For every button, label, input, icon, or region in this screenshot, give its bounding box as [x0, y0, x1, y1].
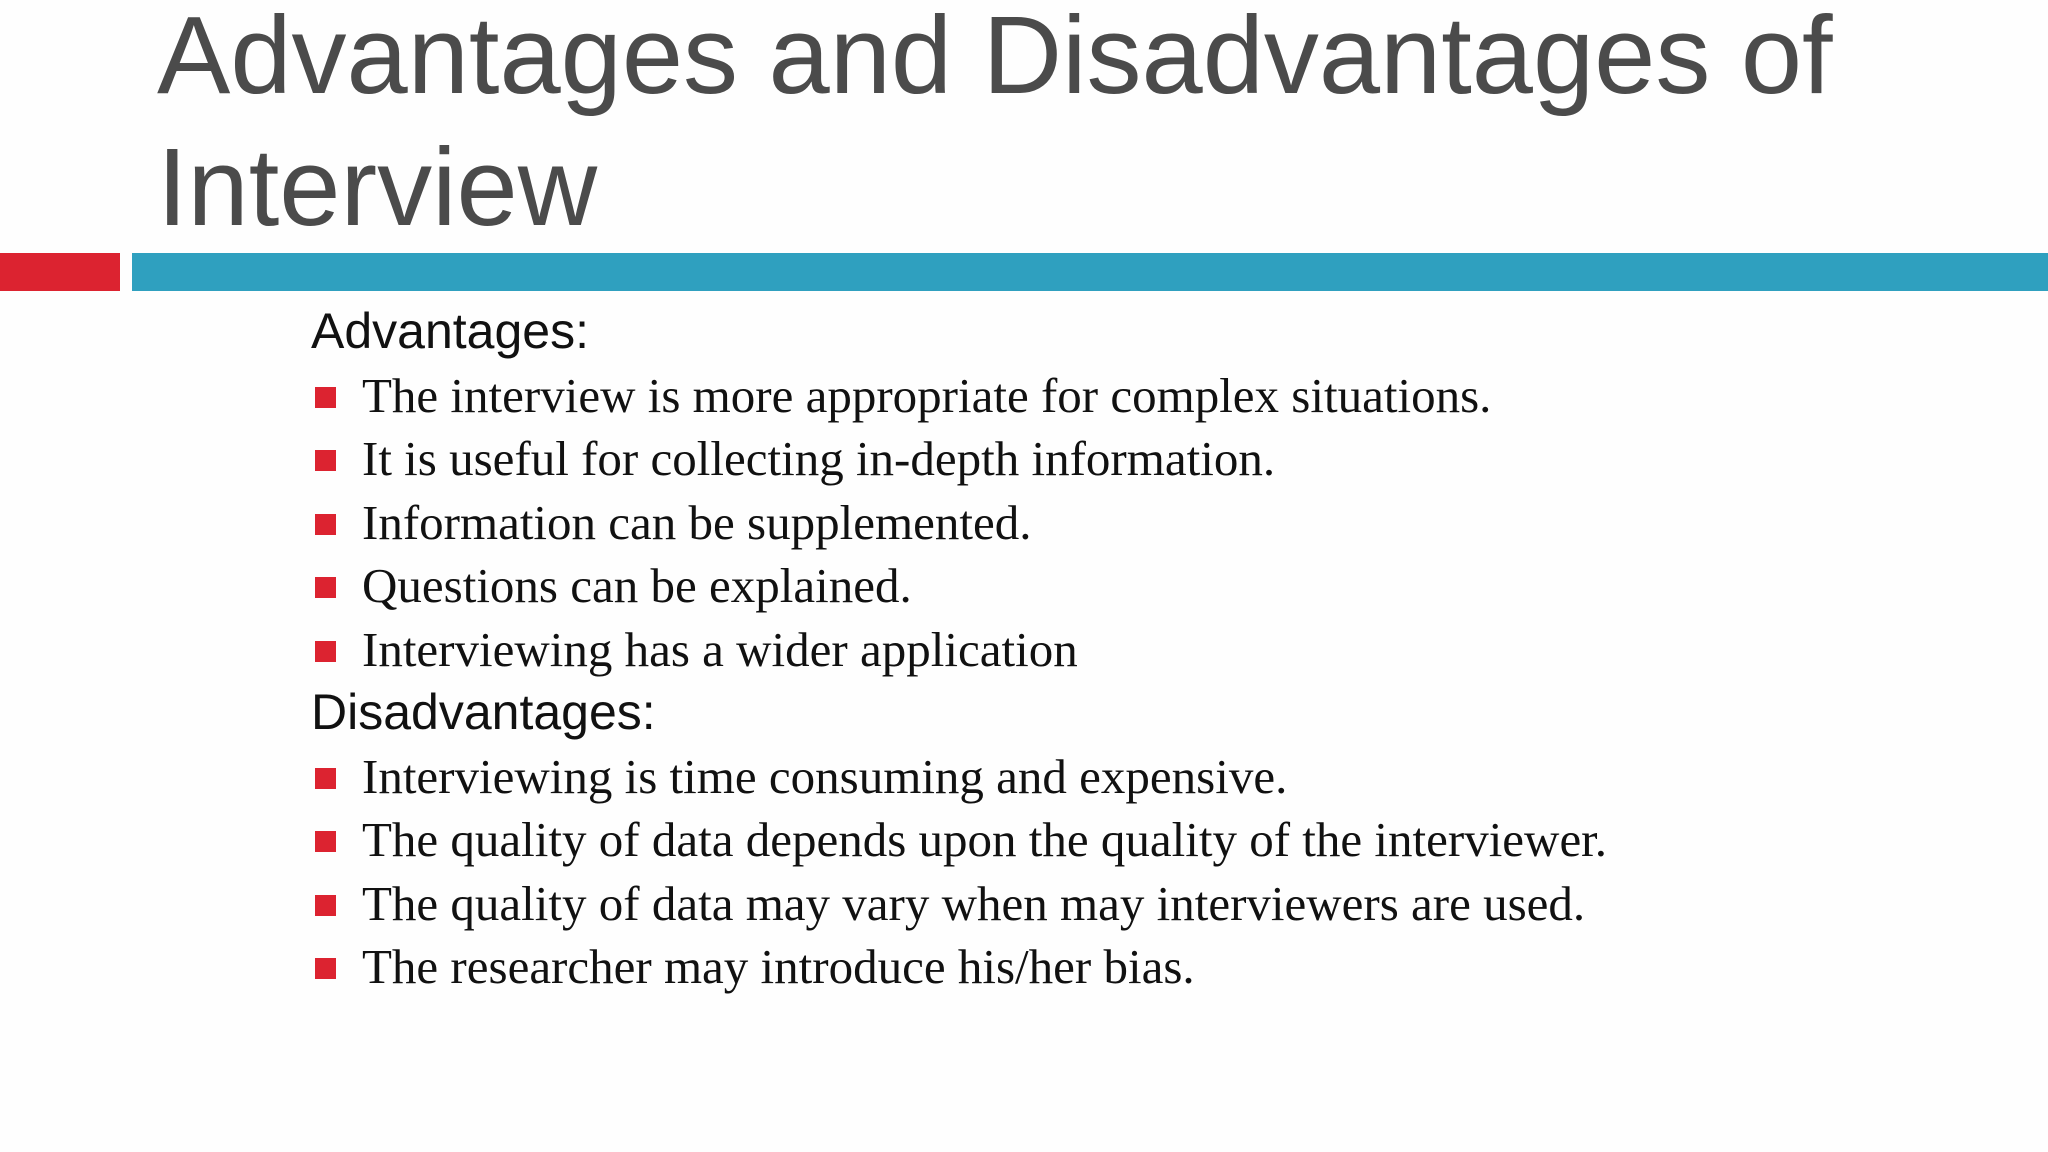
list-item-text: The quality of data may vary when may interviewers are used. — [362, 875, 1586, 931]
list-item — [311, 364, 2011, 428]
list-item-text: The quality of data depends upon the quality of the interviewer. — [362, 812, 1608, 867]
list-item-text: Questions can be explained. — [362, 558, 912, 613]
list-item-text: The researcher may introduce his/her bias. — [362, 939, 1195, 994]
advantages-list — [311, 364, 2011, 682]
disadvantages-list — [311, 745, 2011, 999]
square-bullet-icon — [315, 577, 336, 598]
square-bullet-icon — [315, 895, 336, 916]
advantages-section — [311, 300, 2011, 681]
square-bullet-icon — [315, 387, 336, 408]
list-item-text: Interviewing is time consuming and expensive. — [362, 748, 1288, 804]
title-accent-blue-bar — [132, 253, 2048, 291]
list-item — [311, 618, 2011, 682]
square-bullet-icon — [315, 514, 336, 535]
disadvantages-heading: Disadvantages: — [311, 684, 656, 740]
square-bullet-icon — [315, 450, 336, 471]
slide-title: Advantages and Disadvantages of Interview — [157, 0, 1833, 249]
disadvantages-section — [311, 681, 2011, 999]
square-bullet-icon — [315, 831, 336, 852]
list-item — [311, 427, 2011, 491]
advantages-heading: Advantages: — [311, 303, 589, 359]
list-item-text: Information can be supplemented. — [362, 494, 1032, 550]
title-accent-red-bar — [0, 253, 120, 291]
slide-content — [311, 300, 2011, 999]
list-item — [311, 554, 2011, 618]
list-item — [311, 745, 2011, 809]
list-item-text: It is useful for collecting in-depth information. — [362, 431, 1276, 486]
square-bullet-icon — [315, 958, 336, 979]
list-item — [311, 808, 2011, 872]
list-item — [311, 872, 2011, 936]
list-item — [311, 491, 2011, 555]
list-item-text: Interviewing has a wider application — [362, 621, 1078, 677]
square-bullet-icon — [315, 768, 336, 789]
list-item-text: The interview is more appropriate for complex situations. — [362, 367, 1492, 423]
list-item — [311, 935, 2011, 999]
square-bullet-icon — [315, 641, 336, 662]
